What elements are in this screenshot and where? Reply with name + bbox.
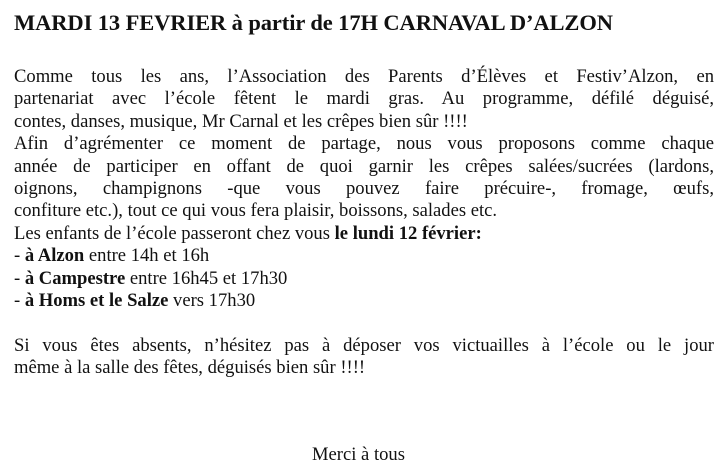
schedule-item [14,290,714,312]
body-line: oignons, champignons -que vous pouvez faire précuire-, fromage, œufs, [14,177,714,199]
body-line: même à la salle des fêtes, déguisés bien sûr !!!! [14,357,366,379]
visit-line [14,223,714,245]
schedule-place: à Homs et le Salze [24,289,169,311]
schedule-place: à Alzon [24,245,85,267]
body-line: Si vous êtes absents, n’hésitez pas à déposer vos victuailles à l’école ou le jour [14,334,714,356]
schedule-dash: - [14,245,25,267]
schedule-place: à Campestre [24,267,126,289]
schedule-dash: - [14,289,25,311]
body-line: partenariat avec l’école fêtent le mardi gras. Au programme, défilé déguisé, [14,88,714,110]
closing-line [0,444,721,466]
schedule-time: vers 17h30 [168,289,256,311]
closing-text: Merci à tous [312,444,405,465]
paragraph-gap [14,312,714,334]
body-line: contes, danses, musique, Mr Carnal et les crêpes bien sûr !!!! [14,110,468,132]
schedule-time: entre 14h et 16h [84,245,210,267]
body-line: confiture etc.), tout ce qui vous fera plaisir, boissons, salades etc. [14,200,498,222]
schedule-dash: - [14,267,25,289]
visit-date: le lundi 12 février: [334,222,482,244]
visit-lead: Les enfants de l’école passeront chez vous [14,222,335,244]
flyer-body [14,66,714,379]
schedule-item [14,268,714,290]
page-title: MARDI 13 FEVRIER à partir de 17H CARNAVAL D’ALZON [14,10,613,35]
body-line: Afin d’agrémenter ce moment de partage, nous vous proposons comme chaque [14,133,714,155]
schedule-item [14,245,714,267]
body-line: Comme tous les ans, l’Association des Parents d’Élèves et Festiv’Alzon, en [14,66,714,87]
body-line: année de participer en offant de quoi garnir les crêpes salées/sucrées (lardons, [14,155,714,177]
schedule-time: entre 16h45 et 17h30 [125,267,288,289]
